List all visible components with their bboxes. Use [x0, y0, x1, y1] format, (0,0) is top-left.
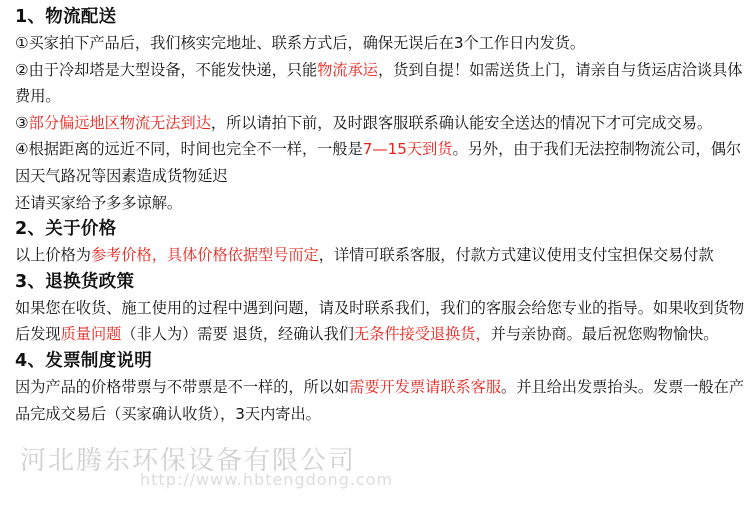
paragraph-text: 如果您在收货、施工使用的过程中遇到问题，请及时联系我们，我们的客服会给您专业的指导。如果收到货物后发现: [15, 298, 744, 344]
watermark-company: 河北腾东环保设备有限公司: [20, 446, 357, 476]
highlighted-text: 部分偏远地区物流无法到达: [28, 113, 211, 132]
watermark-url: http://www.hbtengdong.com: [140, 470, 394, 489]
paragraph-text: 因为产品的价格带票与不带票是不一样的，所以如: [15, 377, 350, 396]
section-paragraph: [15, 295, 745, 348]
section-paragraph: [15, 30, 745, 57]
section-heading: 2、关于价格: [15, 219, 117, 240]
paragraph-text: ③: [15, 113, 29, 132]
paragraph-text: ④根据距离的远近不同，时间也完全不一样，一般是: [15, 140, 363, 159]
paragraph-text: 以上价格为: [15, 246, 91, 265]
highlighted-text: 参考价格，具体价格依据型号而定: [90, 246, 319, 265]
section-heading: 3、退换货政策: [15, 271, 135, 292]
paragraph-text: ①买家拍下产品后，我们核实完地址、联系方式后，确保无误后在3个工作日内发货。: [15, 34, 586, 52]
section-paragraph: [15, 110, 745, 137]
section-paragraph: [15, 136, 745, 189]
section-heading: 1、物流配送: [15, 7, 117, 27]
highlighted-text: 无条件接受退换货，: [353, 325, 491, 344]
paragraph-text: 并与亲协商。最后祝您购物愉快。: [490, 325, 719, 344]
paragraph-text: ，所以请拍下前，及时跟客服联系确认能安全送达的情况下才可完成交易。: [210, 113, 713, 132]
paragraph-text: ，货到自提！如需送货上门，请亲自与货运店洽谈具体费用。: [15, 60, 743, 106]
section-paragraph: [15, 242, 745, 269]
section-heading: 4、发票制度说明: [15, 350, 153, 371]
section-paragraph: [15, 374, 745, 427]
highlighted-text: 7—15天到货: [362, 140, 453, 159]
highlighted-text: 物流承运: [317, 60, 378, 79]
highlighted-text: 质量问题: [60, 325, 122, 344]
highlighted-text: 需要开发票请联系客服: [349, 377, 501, 396]
paragraph-text: （非人为）需要 退货，经确认我们: [121, 325, 354, 344]
section-paragraph: [15, 57, 745, 110]
paragraph-text: ，详情可联系客服，付款方式建议使用支付宝担保交易付款: [318, 246, 714, 265]
paragraph-text: ②由于冷却塔是大型设备，不能发快递，只能: [15, 60, 318, 79]
section-paragraph: [15, 190, 745, 217]
paragraph-text: 还请买家给予多多谅解。: [15, 193, 183, 212]
paragraph-text: 。另外，由于我们无法控制物流公司，偶尔因天气路况等因素造成货物延迟: [15, 140, 742, 185]
paragraph-text: 。并且给出发票抬头。发票一般在产品完成交易后（买家确认收货），3天内寄出。: [15, 377, 744, 423]
document-body: [15, 4, 745, 427]
